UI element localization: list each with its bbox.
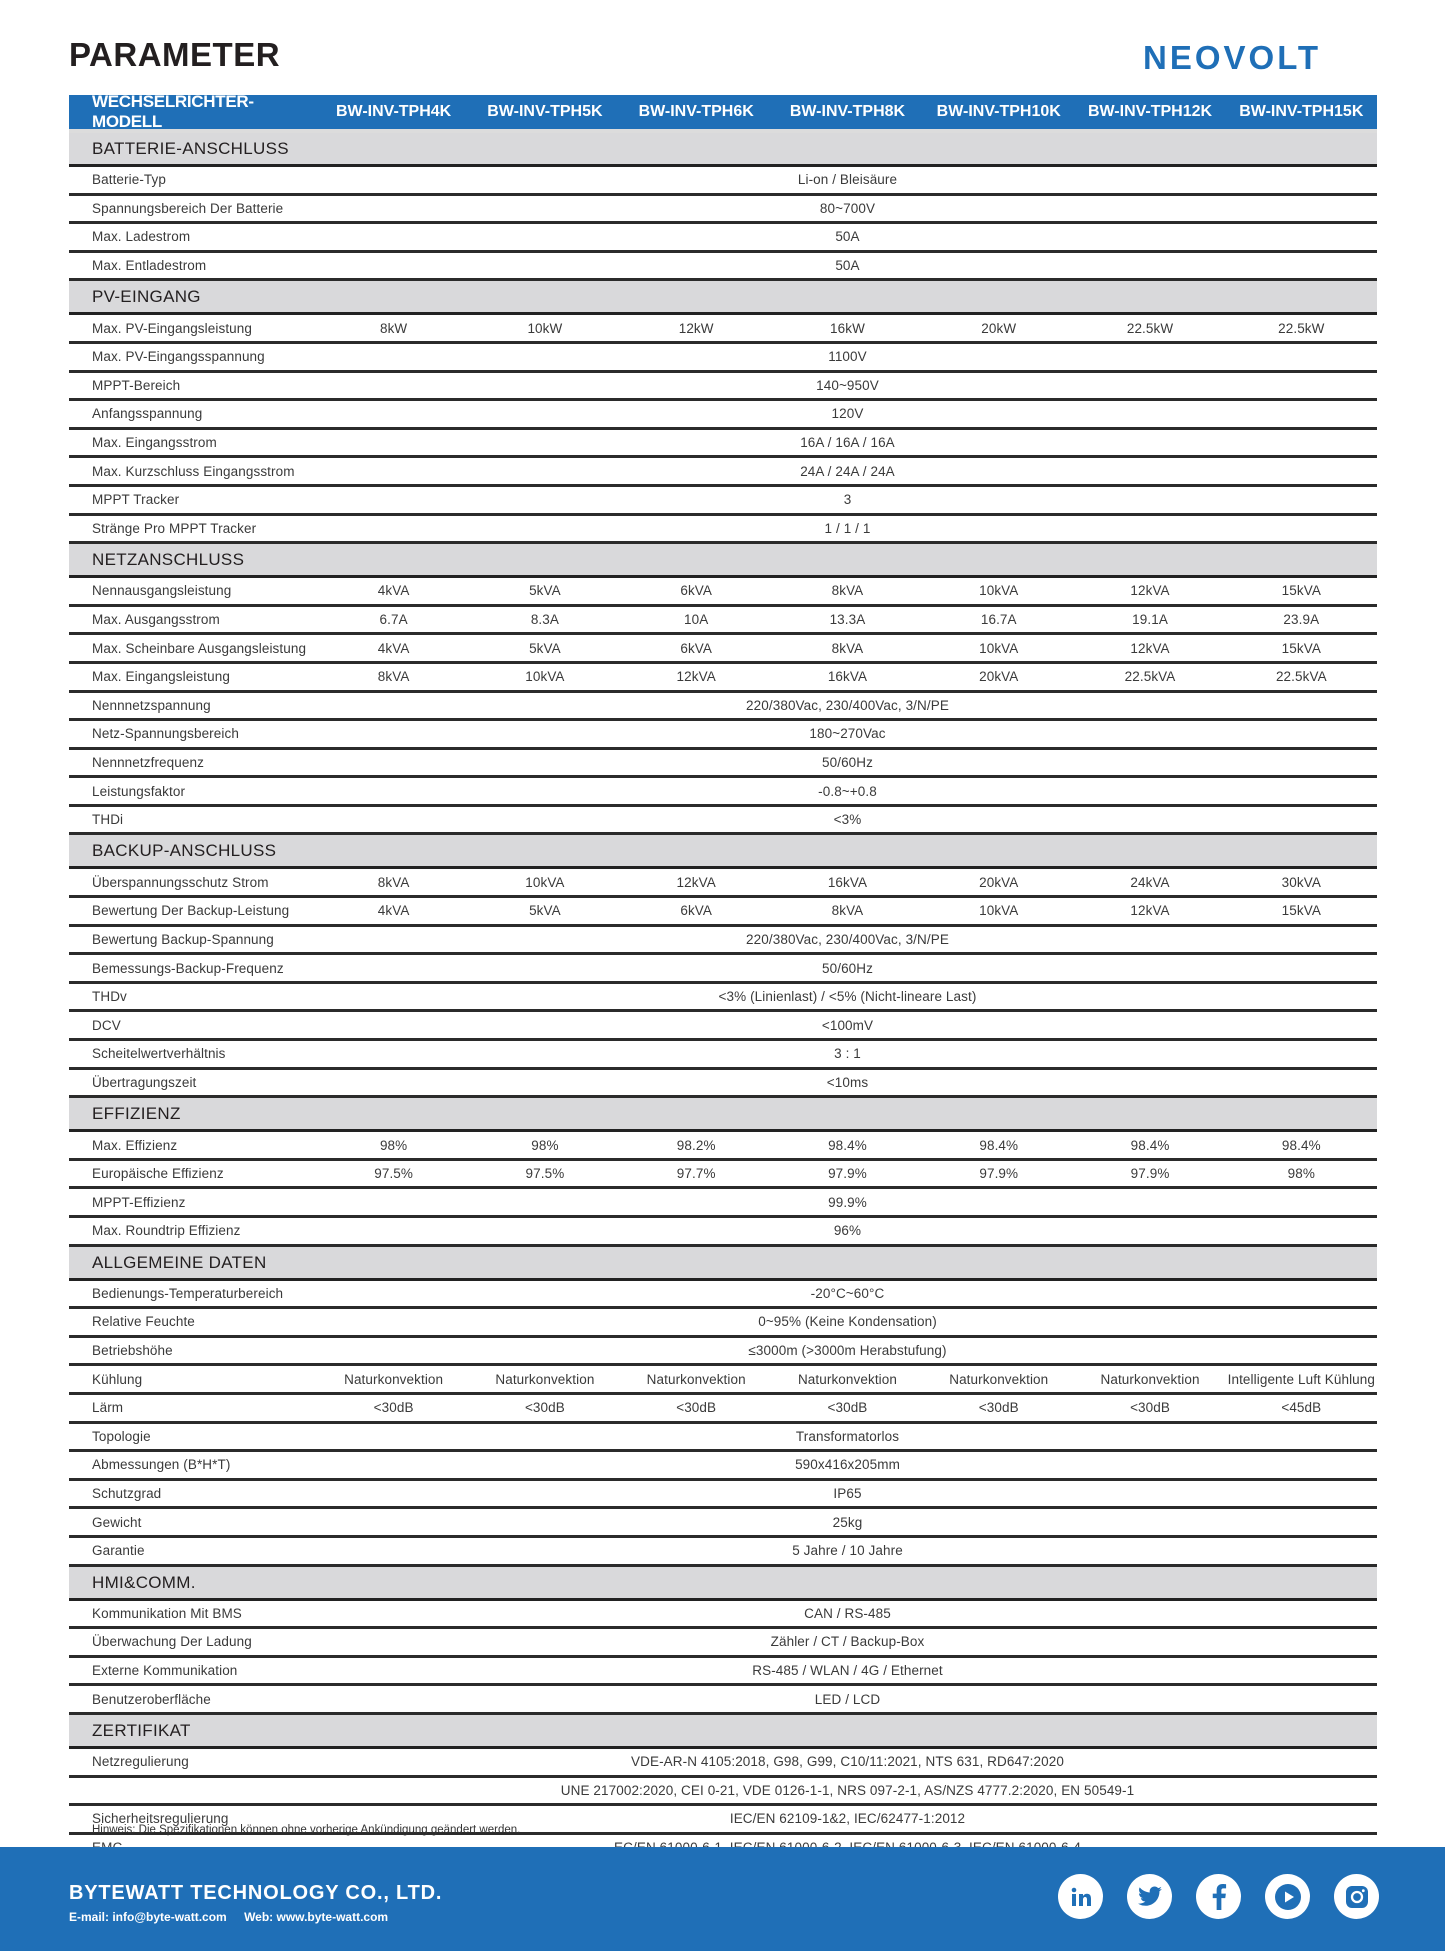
twitter-icon[interactable]: [1127, 1874, 1172, 1919]
table-row: [69, 1070, 1377, 1099]
row-label: Bewertung Der Backup-Leistung: [92, 903, 290, 919]
table-row: [69, 1366, 1377, 1395]
row-value-shared: 99.9%: [828, 1194, 867, 1210]
row-value: 5kVA: [529, 583, 561, 599]
row-value-shared: CAN / RS-485: [804, 1605, 891, 1621]
row-value: 10kVA: [979, 640, 1019, 656]
row-value: 4kVA: [377, 640, 410, 656]
row-label: Leistungsfaktor: [92, 783, 186, 799]
page-title: PARAMETER: [69, 36, 281, 73]
row-value: <30dB: [1130, 1400, 1170, 1416]
row-label: Max. Eingangsstrom: [92, 435, 217, 451]
row-value: 98.4%: [1130, 1137, 1170, 1153]
row-value-shared: 80~700V: [819, 200, 876, 216]
disclaimer-note: Hinweis: Die Spezifikationen können ohne vorherige Ankündigung geändert werden.: [92, 1824, 521, 1836]
row-value-shared: 180~270Vac: [809, 726, 886, 742]
section-header: EFFIZIENZ: [69, 1098, 1377, 1132]
row-label: Kommunikation Mit BMS: [92, 1605, 242, 1621]
table-row: [69, 869, 1377, 898]
row-value: 10kVA: [525, 874, 565, 890]
row-value: 22.5kW: [1278, 320, 1325, 336]
row-value: 97.9%: [1130, 1166, 1170, 1182]
table-row: [69, 373, 1377, 402]
row-value: 6kVA: [680, 903, 713, 919]
row-value-shared: 3 : 1: [834, 1046, 861, 1062]
row-label: Max. PV-Eingangsleistung: [92, 320, 252, 336]
row-value: Naturkonvektion: [646, 1371, 746, 1387]
table-row: [69, 1424, 1377, 1453]
table-header-row: [69, 92, 1377, 133]
row-value: 98.4%: [828, 1137, 867, 1153]
row-value: Intelligente Luft Kühlung: [1227, 1371, 1375, 1387]
table-row: [69, 1041, 1377, 1070]
row-value: 16kVA: [827, 669, 868, 685]
table-row: [69, 1749, 1377, 1778]
row-label: Kühlung: [92, 1371, 143, 1387]
row-value: <30dB: [676, 1400, 717, 1416]
row-value: Naturkonvektion: [1100, 1371, 1200, 1387]
web-link[interactable]: Web: www.byte-watt.com: [244, 1910, 389, 1924]
row-value: Naturkonvektion: [949, 1371, 1049, 1387]
row-value: 8kVA: [831, 640, 864, 656]
row-label: Nennnetzfrequenz: [92, 754, 204, 770]
row-value: 6kVA: [680, 640, 713, 656]
table-row: [69, 487, 1377, 516]
header-model: BW-INV-TPH15K: [1239, 103, 1364, 120]
header-model: BW-INV-TPH6K: [638, 103, 754, 120]
table-row: [69, 1601, 1377, 1630]
row-value: 4kVA: [377, 583, 410, 599]
row-value: 8kVA: [831, 903, 864, 919]
table-row: [69, 578, 1377, 607]
row-value: 16.7A: [980, 612, 1017, 628]
table-row: [69, 1338, 1377, 1367]
row-value-shared: <3% (Linienlast) / <5% (Nicht-lineare Last): [718, 989, 977, 1005]
row-value: 6.7A: [379, 612, 408, 628]
table-row: [69, 1658, 1377, 1687]
table-row: [69, 1189, 1377, 1218]
table-row: [69, 955, 1377, 984]
linkedin-icon[interactable]: [1058, 1874, 1103, 1919]
table-row: [69, 1778, 1377, 1807]
row-value-shared: IP65: [833, 1486, 862, 1502]
row-label: Max. Effizienz: [92, 1137, 178, 1153]
table-row: [69, 224, 1377, 253]
table-row: [69, 1538, 1377, 1567]
row-value: 12kVA: [676, 669, 716, 685]
table-row: [69, 1161, 1377, 1190]
table-row: [69, 927, 1377, 956]
footer: [0, 1847, 1445, 1951]
table-row: [69, 516, 1377, 545]
row-label: Benutzeroberfläche: [92, 1691, 211, 1707]
row-value-shared: RS-485 / WLAN / 4G / Ethernet: [752, 1663, 943, 1679]
section-header: ALLGEMEINE DATEN: [69, 1247, 1377, 1281]
row-value: 10kVA: [979, 583, 1019, 599]
row-label: Sicherheitsregulierung: [92, 1811, 229, 1827]
facebook-icon[interactable]: [1196, 1874, 1241, 1919]
row-value: <30dB: [373, 1400, 414, 1416]
row-label: Nennausgangsleistung: [92, 583, 232, 599]
row-value-shared: 120V: [831, 406, 864, 422]
section-header: ZERTIFIKAT: [69, 1715, 1377, 1749]
row-value-shared: 140~950V: [816, 377, 879, 393]
row-value: 8kVA: [831, 583, 864, 599]
row-value-shared: 590x416x205mm: [795, 1457, 900, 1473]
row-value: 12kVA: [1130, 640, 1170, 656]
section-header: HMI&COMM.: [69, 1567, 1377, 1601]
row-value: Naturkonvektion: [495, 1371, 595, 1387]
row-value-shared: 24A / 24A / 24A: [800, 463, 895, 479]
row-value-shared: 3: [843, 492, 852, 508]
table-row: [69, 253, 1377, 282]
table-row: [69, 898, 1377, 927]
neovolt-logo-mark: [1143, 42, 1378, 72]
row-value-shared: 1 / 1 / 1: [824, 520, 871, 536]
row-value: 12kVA: [1130, 583, 1170, 599]
row-value: 24kVA: [1130, 874, 1170, 890]
row-value-shared: 220/380Vac, 230/400Vac, 3/N/PE: [746, 931, 949, 947]
table-row: [69, 458, 1377, 487]
row-value: 98%: [379, 1137, 408, 1153]
table-row: [69, 1132, 1377, 1161]
row-value-shared: 220/380Vac, 230/400Vac, 3/N/PE: [746, 697, 949, 713]
table-row: [69, 401, 1377, 430]
table-row: [69, 778, 1377, 807]
row-value-shared: Zähler / CT / Backup-Box: [770, 1634, 925, 1650]
row-label: Max. Kurzschluss Eingangsstrom: [92, 463, 295, 479]
spec-table: [69, 92, 1377, 1863]
row-label: Spannungsbereich Der Batterie: [92, 200, 284, 216]
row-value: 15kVA: [1281, 640, 1321, 656]
row-label: Netzregulierung: [92, 1754, 189, 1770]
row-value: 20kW: [981, 320, 1017, 336]
row-value: 15kVA: [1281, 583, 1321, 599]
row-label: Abmessungen (B*H*T): [92, 1457, 231, 1473]
section-header: BACKUP-ANSCHLUSS: [69, 835, 1377, 869]
row-label: Garantie: [92, 1543, 145, 1559]
row-value-shared: VDE-AR-N 4105:2018, G98, G99, C10/11:2021, NTS 631, RD647:2020: [631, 1754, 1064, 1770]
table-row: [69, 635, 1377, 664]
table-row: [69, 1218, 1377, 1247]
row-value: <30dB: [827, 1400, 868, 1416]
table-row: [69, 196, 1377, 225]
row-label: Gewicht: [92, 1514, 142, 1530]
table-row: [69, 315, 1377, 344]
row-value-shared: -20°C~60°C: [810, 1285, 885, 1301]
row-value: 10kVA: [979, 903, 1019, 919]
row-value: 23.9A: [1283, 612, 1320, 628]
row-value: 22.5kW: [1126, 320, 1174, 336]
table-row: [69, 693, 1377, 722]
row-value: 8kVA: [377, 669, 410, 685]
social-links: [1058, 1874, 1379, 1919]
row-label: MPPT-Effizienz: [92, 1194, 186, 1210]
table-row: [69, 167, 1377, 196]
row-label: Max. Ausgangsstrom: [92, 612, 220, 628]
table-row: [69, 750, 1377, 779]
row-value: Naturkonvektion: [344, 1371, 444, 1387]
row-label: Überspannungsschutz Strom: [92, 874, 269, 890]
row-label: Scheitelwertverhältnis: [92, 1046, 226, 1062]
row-value: 19.1A: [1132, 612, 1168, 628]
row-value: 10kVA: [525, 669, 565, 685]
row-value-shared: <100mV: [821, 1017, 874, 1033]
table-row: [69, 721, 1377, 750]
row-label: Topologie: [92, 1428, 151, 1444]
row-label: Bewertung Backup-Spannung: [92, 931, 274, 947]
row-value: 98.4%: [1281, 1137, 1321, 1153]
row-value: 20kVA: [979, 669, 1019, 685]
row-label: Schutzgrad: [92, 1486, 162, 1502]
table-row: [69, 807, 1377, 836]
table-row: [69, 1481, 1377, 1510]
row-value: 98.2%: [676, 1137, 716, 1153]
row-value-shared: 16A / 16A / 16A: [800, 435, 895, 451]
row-label: Max. Roundtrip Effizienz: [92, 1223, 241, 1239]
row-value: <45dB: [1281, 1400, 1322, 1416]
row-label: Anfangsspannung: [92, 406, 203, 422]
row-value: 4kVA: [377, 903, 410, 919]
table-row: [69, 1509, 1377, 1538]
row-label: Netz-Spannungsbereich: [92, 726, 239, 742]
row-value: 8kW: [379, 320, 408, 336]
company-name: BYTEWATT TECHNOLOGY CO., LTD.: [69, 1882, 443, 1904]
row-value: 20kVA: [979, 874, 1019, 890]
row-value: 98%: [1287, 1166, 1315, 1182]
logo-text: NEOVOLT: [1143, 42, 1322, 72]
row-label: Relative Feuchte: [92, 1314, 195, 1330]
row-label: Lärm: [92, 1400, 124, 1416]
row-value: 10A: [684, 612, 709, 628]
row-label: Überwachung Der Ladung: [92, 1634, 252, 1650]
header-model: BW-INV-TPH4K: [336, 103, 452, 120]
header-model: BW-INV-TPH12K: [1087, 103, 1213, 120]
row-label: Bedienungs-Temperaturbereich: [92, 1285, 284, 1301]
section-header: NETZANSCHLUSS: [69, 544, 1377, 578]
table-row: [69, 1309, 1377, 1338]
table-row: [69, 664, 1377, 693]
header-model: BW-INV-TPH10K: [936, 103, 1061, 120]
row-value-shared: 5 Jahre / 10 Jahre: [792, 1543, 903, 1559]
table-row: [69, 1012, 1377, 1041]
section-header: PV-EINGANG: [69, 281, 1377, 315]
row-label: THDi: [92, 812, 124, 828]
table-row: [69, 430, 1377, 459]
header-model: BW-INV-TPH8K: [789, 103, 906, 120]
row-value-shared: IEC/EN 62109-1&2, IEC/62477-1:2012: [729, 1811, 966, 1827]
row-label: Max. Ladestrom: [92, 229, 191, 245]
table-row: [69, 984, 1377, 1013]
header-model-label: WECHSELRICHTER-MODELL: [92, 92, 254, 131]
row-value-shared: 0~95% (Keine Kondensation): [758, 1314, 937, 1330]
row-value: 16kW: [830, 320, 865, 336]
row-value-shared: -0.8~+0.8: [818, 783, 877, 799]
contact-info: [69, 1910, 402, 1924]
row-value-shared: 50/60Hz: [822, 960, 873, 976]
row-label: Stränge Pro MPPT Tracker: [92, 520, 257, 536]
row-value: 97.7%: [676, 1166, 716, 1182]
row-value: <30dB: [978, 1400, 1019, 1416]
row-label: Batterie-Typ: [92, 172, 166, 188]
row-value: 12kVA: [676, 874, 716, 890]
row-value: 16kVA: [827, 874, 868, 890]
youtube-icon[interactable]: [1265, 1874, 1310, 1919]
row-value: 12kW: [678, 320, 714, 336]
row-label: MPPT Tracker: [92, 492, 180, 508]
row-value: 8.3A: [530, 612, 559, 628]
row-value: 5kVA: [529, 640, 561, 656]
row-label: Max. Scheinbare Ausgangsleistung: [92, 640, 307, 656]
row-label: Betriebshöhe: [92, 1343, 173, 1359]
row-value-shared: 25kg: [832, 1514, 863, 1530]
row-value: 10kW: [527, 320, 563, 336]
row-label: Max. PV-Eingangsspannung: [92, 349, 265, 365]
row-label: Bemessungs-Backup-Frequenz: [92, 960, 284, 976]
row-value: 22.5kVA: [1124, 669, 1176, 685]
row-value-shared: UNE 217002:2020, CEI 0-21, VDE 0126-1-1, NRS 097-2-1, AS/NZS 4777.2:2020, EN 50549-1: [560, 1782, 1135, 1798]
row-label: Europäische Effizienz: [92, 1166, 224, 1182]
row-value: 15kVA: [1281, 903, 1321, 919]
row-value: 30kVA: [1281, 874, 1321, 890]
row-label: Max. Entladestrom: [92, 258, 207, 274]
table-row: [69, 1686, 1377, 1715]
header-model: BW-INV-TPH5K: [487, 103, 603, 120]
row-value-shared: 50/60Hz: [822, 754, 873, 770]
email-link[interactable]: E-mail: info@byte-watt.com: [69, 1910, 227, 1924]
row-value: Naturkonvektion: [797, 1371, 897, 1387]
row-value: 6kVA: [680, 583, 713, 599]
row-value: 97.9%: [828, 1166, 867, 1182]
row-value: 5kVA: [529, 903, 561, 919]
row-label: THDv: [92, 989, 127, 1005]
row-label: Externe Kommunikation: [92, 1663, 238, 1679]
row-value: 22.5kVA: [1275, 669, 1327, 685]
neovolt-logo: [1143, 42, 1378, 77]
row-value-shared: LED / LCD: [814, 1691, 881, 1707]
row-label: Max. Eingangsleistung: [92, 669, 230, 685]
row-value: 97.5%: [525, 1166, 565, 1182]
row-value: 13.3A: [829, 612, 866, 628]
row-value: 12kVA: [1130, 903, 1170, 919]
row-label: Nennnetzspannung: [92, 697, 211, 713]
row-value: 8kVA: [377, 874, 410, 890]
row-label: DCV: [92, 1017, 121, 1033]
row-value-shared: ≤3000m (>3000m Herabstufung): [748, 1343, 947, 1359]
row-value-shared: 50A: [835, 258, 860, 274]
row-label: MPPT-Bereich: [92, 377, 181, 393]
row-value: 97.9%: [979, 1166, 1019, 1182]
table-row: [69, 1452, 1377, 1481]
row-value: 97.5%: [374, 1166, 414, 1182]
instagram-icon[interactable]: [1334, 1874, 1379, 1919]
row-value-shared: Li-on / Bleisäure: [797, 172, 898, 188]
row-value: <30dB: [524, 1400, 565, 1416]
row-value-shared: Transformatorlos: [795, 1428, 900, 1444]
table-row: [69, 1629, 1377, 1658]
row-value-shared: <10ms: [826, 1074, 869, 1090]
row-value-shared: 1100V: [828, 349, 867, 365]
spec-sections: [69, 133, 1377, 1863]
table-row: [69, 344, 1377, 373]
row-label: Übertragungszeit: [92, 1074, 197, 1090]
row-value-shared: <3%: [833, 812, 862, 828]
table-row: [69, 607, 1377, 636]
row-value-shared: 50A: [835, 229, 860, 245]
table-row: [69, 1281, 1377, 1310]
row-value: 98.4%: [979, 1137, 1019, 1153]
row-value: 98%: [531, 1137, 559, 1153]
table-row: [69, 1395, 1377, 1424]
section-header: BATTERIE-ANSCHLUSS: [69, 133, 1377, 167]
row-value-shared: 96%: [833, 1223, 862, 1239]
